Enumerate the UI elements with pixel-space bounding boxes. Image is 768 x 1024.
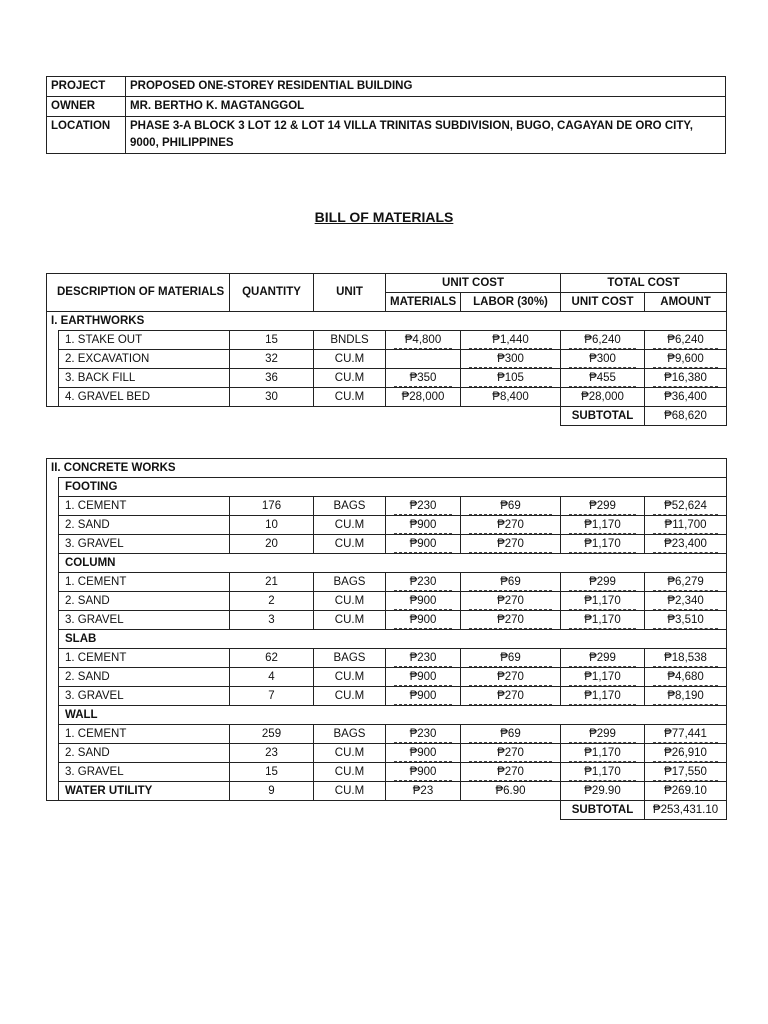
- item-amount: ₱269.10: [645, 782, 727, 801]
- item-description: 1. CEMENT: [59, 497, 230, 516]
- group-row: [47, 478, 727, 497]
- item-description: 3. GRAVEL: [59, 763, 230, 782]
- info-value: PHASE 3-A BLOCK 3 LOT 12 & LOT 14 VILLA TRINITAS SUBDIVISION, BUGO, CAGAYAN DE ORO CITY, 9000, PHILIPPINES: [126, 117, 726, 154]
- item-unit-cost: ₱1,170: [561, 744, 645, 763]
- item-labor-cost: ₱1,440: [461, 331, 561, 350]
- item-materials-cost: ₱230: [386, 573, 461, 592]
- item-unit-cost: ₱299: [561, 725, 645, 744]
- item-labor-cost: ₱270: [461, 592, 561, 611]
- item-unit: CU.M: [314, 763, 386, 782]
- group-row: [47, 630, 727, 649]
- info-row-location: [47, 117, 726, 154]
- table-row: [47, 331, 727, 350]
- item-unit: CU.M: [314, 350, 386, 369]
- table-row: [47, 516, 727, 535]
- table-row: [47, 763, 727, 782]
- item-amount: ₱77,441: [645, 725, 727, 744]
- earthworks-table: [46, 273, 727, 426]
- item-unit-cost: ₱1,170: [561, 668, 645, 687]
- item-unit-cost: ₱6,240: [561, 331, 645, 350]
- item-unit-cost: ₱299: [561, 497, 645, 516]
- item-materials-cost: [386, 350, 461, 369]
- subtotal-value: ₱68,620: [645, 407, 727, 426]
- header-description: DESCRIPTION OF MATERIALS: [47, 274, 230, 312]
- item-unit: BAGS: [314, 497, 386, 516]
- info-value: MR. BERTHO K. MAGTANGGOL: [126, 97, 726, 117]
- item-description: 2. SAND: [59, 668, 230, 687]
- item-labor-cost: ₱6.90: [461, 782, 561, 801]
- item-quantity: 62: [230, 649, 314, 668]
- item-description: 3. BACK FILL: [59, 369, 230, 388]
- item-unit: BAGS: [314, 649, 386, 668]
- item-description: WATER UTILITY: [59, 782, 230, 801]
- item-amount: ₱9,600: [645, 350, 727, 369]
- item-unit: CU.M: [314, 611, 386, 630]
- header-unit-cost: UNIT COST: [386, 274, 561, 293]
- item-unit-cost: ₱1,170: [561, 687, 645, 706]
- info-label: LOCATION: [47, 117, 126, 154]
- item-unit-cost: ₱1,170: [561, 516, 645, 535]
- item-amount: ₱17,550: [645, 763, 727, 782]
- item-quantity: 15: [230, 763, 314, 782]
- item-amount: ₱6,279: [645, 573, 727, 592]
- item-unit-cost: ₱1,170: [561, 592, 645, 611]
- item-unit: CU.M: [314, 668, 386, 687]
- item-description: 1. CEMENT: [59, 725, 230, 744]
- item-unit: CU.M: [314, 687, 386, 706]
- item-amount: ₱23,400: [645, 535, 727, 554]
- table-row: [47, 611, 727, 630]
- item-labor-cost: ₱8,400: [461, 388, 561, 407]
- item-amount: ₱6,240: [645, 331, 727, 350]
- item-materials-cost: ₱28,000: [386, 388, 461, 407]
- item-amount: ₱11,700: [645, 516, 727, 535]
- item-description: 3. GRAVEL: [59, 535, 230, 554]
- item-materials-cost: ₱900: [386, 687, 461, 706]
- item-quantity: 9: [230, 782, 314, 801]
- item-unit-cost: ₱29.90: [561, 782, 645, 801]
- info-label: OWNER: [47, 97, 126, 117]
- item-description: 3. GRAVEL: [59, 611, 230, 630]
- table-row: [47, 350, 727, 369]
- item-unit: BNDLS: [314, 331, 386, 350]
- header-unit-cost-sub: UNIT COST: [561, 293, 645, 312]
- item-unit: CU.M: [314, 782, 386, 801]
- item-quantity: 30: [230, 388, 314, 407]
- item-unit: BAGS: [314, 573, 386, 592]
- item-materials-cost: ₱350: [386, 369, 461, 388]
- concrete-works-table: [46, 458, 727, 820]
- item-quantity: 2: [230, 592, 314, 611]
- item-unit-cost: ₱28,000: [561, 388, 645, 407]
- table-row: [47, 725, 727, 744]
- item-unit: CU.M: [314, 535, 386, 554]
- item-quantity: 7: [230, 687, 314, 706]
- group-row: [47, 706, 727, 725]
- document-title: BILL OF MATERIALS: [314, 209, 454, 225]
- item-unit-cost: ₱455: [561, 369, 645, 388]
- info-row-project: [47, 77, 726, 97]
- item-amount: ₱16,380: [645, 369, 727, 388]
- item-materials-cost: ₱900: [386, 763, 461, 782]
- item-amount: ₱2,340: [645, 592, 727, 611]
- item-materials-cost: ₱900: [386, 744, 461, 763]
- item-unit-cost: ₱299: [561, 573, 645, 592]
- item-amount: ₱18,538: [645, 649, 727, 668]
- header-materials: MATERIALS: [386, 293, 461, 312]
- table-row: [47, 369, 727, 388]
- header-labor: LABOR (30%): [461, 293, 561, 312]
- item-amount: ₱26,910: [645, 744, 727, 763]
- item-labor-cost: ₱270: [461, 668, 561, 687]
- item-labor-cost: ₱69: [461, 497, 561, 516]
- group-row: [47, 554, 727, 573]
- item-unit-cost: ₱300: [561, 350, 645, 369]
- item-quantity: 176: [230, 497, 314, 516]
- info-label: PROJECT: [47, 77, 126, 97]
- item-description: 2. SAND: [59, 516, 230, 535]
- item-unit: CU.M: [314, 592, 386, 611]
- item-description: 1. STAKE OUT: [59, 331, 230, 350]
- item-quantity: 21: [230, 573, 314, 592]
- table-row: [47, 649, 727, 668]
- header-total-cost: TOTAL COST: [561, 274, 727, 293]
- item-unit: CU.M: [314, 744, 386, 763]
- item-amount: ₱36,400: [645, 388, 727, 407]
- item-quantity: 20: [230, 535, 314, 554]
- item-description: 2. EXCAVATION: [59, 350, 230, 369]
- table-row: [47, 497, 727, 516]
- item-labor-cost: ₱69: [461, 573, 561, 592]
- group-title: COLUMN: [59, 554, 727, 573]
- item-description: 4. GRAVEL BED: [59, 388, 230, 407]
- item-materials-cost: ₱4,800: [386, 331, 461, 350]
- item-materials-cost: ₱900: [386, 516, 461, 535]
- item-labor-cost: ₱270: [461, 611, 561, 630]
- item-unit-cost: ₱1,170: [561, 611, 645, 630]
- item-unit-cost: ₱1,170: [561, 535, 645, 554]
- item-labor-cost: ₱300: [461, 350, 561, 369]
- subtotal-row: [47, 801, 727, 820]
- item-materials-cost: ₱230: [386, 497, 461, 516]
- group-title: FOOTING: [59, 478, 727, 497]
- header-unit: UNIT: [314, 274, 386, 312]
- item-materials-cost: ₱900: [386, 535, 461, 554]
- table-row: [47, 388, 727, 407]
- item-quantity: 4: [230, 668, 314, 687]
- header-quantity: QUANTITY: [230, 274, 314, 312]
- table-row: [47, 782, 727, 801]
- group-title: SLAB: [59, 630, 727, 649]
- item-materials-cost: ₱900: [386, 592, 461, 611]
- info-row-owner: [47, 97, 726, 117]
- header-amount: AMOUNT: [645, 293, 727, 312]
- table-row: [47, 687, 727, 706]
- item-quantity: 36: [230, 369, 314, 388]
- item-quantity: 3: [230, 611, 314, 630]
- header-row: [47, 274, 727, 293]
- item-labor-cost: ₱270: [461, 535, 561, 554]
- item-quantity: 23: [230, 744, 314, 763]
- item-labor-cost: ₱270: [461, 516, 561, 535]
- project-info-table: [46, 76, 726, 154]
- subtotal-label: SUBTOTAL: [561, 407, 645, 426]
- item-unit-cost: ₱299: [561, 649, 645, 668]
- group-title: WALL: [59, 706, 727, 725]
- table-row: [47, 573, 727, 592]
- section-row: [47, 459, 727, 478]
- subtotal-label: SUBTOTAL: [561, 801, 645, 820]
- subtotal-value: ₱253,431.10: [645, 801, 727, 820]
- section-row: [47, 312, 727, 331]
- item-quantity: 15: [230, 331, 314, 350]
- item-amount: ₱4,680: [645, 668, 727, 687]
- item-labor-cost: ₱270: [461, 687, 561, 706]
- table-row: [47, 535, 727, 554]
- item-unit: BAGS: [314, 725, 386, 744]
- section-title: I. EARTHWORKS: [47, 312, 727, 331]
- item-labor-cost: ₱105: [461, 369, 561, 388]
- item-unit-cost: ₱1,170: [561, 763, 645, 782]
- item-labor-cost: ₱69: [461, 649, 561, 668]
- item-materials-cost: ₱23: [386, 782, 461, 801]
- item-amount: ₱8,190: [645, 687, 727, 706]
- item-description: 1. CEMENT: [59, 649, 230, 668]
- subtotal-row: [47, 407, 727, 426]
- item-description: 3. GRAVEL: [59, 687, 230, 706]
- section-title: II. CONCRETE WORKS: [47, 459, 727, 478]
- item-materials-cost: ₱900: [386, 668, 461, 687]
- item-description: 2. SAND: [59, 744, 230, 763]
- table-row: [47, 744, 727, 763]
- item-labor-cost: ₱69: [461, 725, 561, 744]
- item-quantity: 259: [230, 725, 314, 744]
- item-description: 1. CEMENT: [59, 573, 230, 592]
- item-materials-cost: ₱230: [386, 725, 461, 744]
- item-quantity: 32: [230, 350, 314, 369]
- info-value: PROPOSED ONE-STOREY RESIDENTIAL BUILDING: [126, 77, 726, 97]
- item-unit: CU.M: [314, 516, 386, 535]
- item-materials-cost: ₱230: [386, 649, 461, 668]
- item-labor-cost: ₱270: [461, 763, 561, 782]
- item-unit: CU.M: [314, 369, 386, 388]
- table-row: [47, 592, 727, 611]
- item-amount: ₱52,624: [645, 497, 727, 516]
- item-materials-cost: ₱900: [386, 611, 461, 630]
- table-row: [47, 668, 727, 687]
- item-description: 2. SAND: [59, 592, 230, 611]
- item-unit: CU.M: [314, 388, 386, 407]
- item-quantity: 10: [230, 516, 314, 535]
- item-labor-cost: ₱270: [461, 744, 561, 763]
- item-amount: ₱3,510: [645, 611, 727, 630]
